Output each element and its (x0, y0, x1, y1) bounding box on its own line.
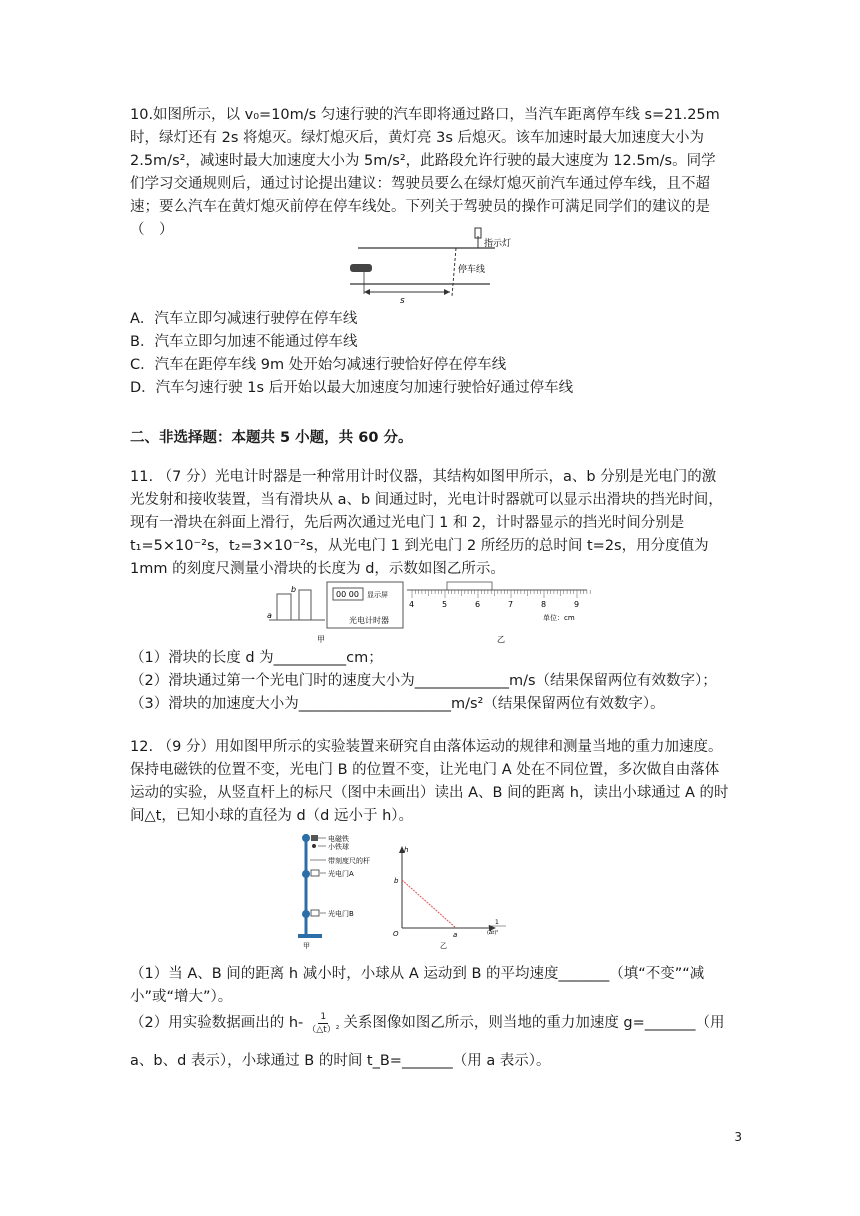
ruler-tick-label: 5 (442, 600, 448, 609)
x-axis-num: 1 (495, 919, 499, 926)
q12-sub2 (130, 1011, 730, 1036)
x-axis-den: (Δt)² (487, 930, 499, 936)
q12-figure (288, 828, 513, 950)
ball-label: 小铁球 (328, 843, 349, 851)
fig-jia-label: 甲 (303, 942, 310, 950)
section-heading: 二、非选择题：本题共 5 小题，共 60 分。 (130, 430, 413, 446)
q10-option-b: B．汽车立即匀加速不能通过停车线 (130, 334, 358, 350)
device-label: 光电计时器 (349, 616, 389, 625)
q10-option-a: A．汽车立即匀减速行驶停在停车线 (130, 311, 358, 327)
q10-stem: 10.如图所示，以 v₀=10m/s 匀速行驶的汽车即将通过路口，当汽车距离停车线 s=21.25m 时，绿灯还有 2s 将熄灭。绿灯熄灭后，黄灯亮 3s 后熄灭。该车加速时最大加速度大小为 2.5m/s²，减速时最大加速度大小为 5m/s²，此路段允许行驶的最大速度为 12.5m/s。同学们学习交通规则后，通过讨论提出建议：驾驶员要么在绿灯熄灭前汽车通过停车线，且不超速；要么汽车在黄灯熄灭前停在停车线处。下列关于驾驶员的操作可满足同学们的建议的是（ ） (130, 107, 720, 238)
q12-sub2-line2: a、b、d 表示），小球通过 B 的时间 t_B=_______（用 a 表示）。 (130, 1053, 551, 1069)
gate-b-label: 光电门B (328, 910, 354, 918)
fraction (307, 1011, 339, 1036)
fig-jia-label: 甲 (317, 635, 325, 644)
gate-a-label: 光电门A (328, 870, 354, 878)
q11-sub3: （3）滑块的加速度大小为_____________________m/s²（结果保留两位有效数字）。 (130, 696, 665, 712)
q11-sub1: （1）滑块的长度 d 为__________cm； (130, 650, 383, 666)
stopline-label: 停车线 (458, 265, 486, 275)
q12-stem: 12. （9 分）用如图甲所示的实验装置来研究自由落体运动的规律和测量当地的重力加速度。保持电磁铁的位置不变，光电门 B 的位置不变，让光电门 A 处在不同位置，多次做自由落体运动的实验，从竖直杆上的标尺（图中未画出）读出 A、B 间的距离 h，读出小球通过 A 的时间△t，已知小球的直径为 d（d 远小于 h）。 (130, 739, 729, 824)
fig-yi-label: 乙 (440, 942, 447, 950)
ruler-tick-label: 4 (409, 600, 415, 609)
ruler-tick-label: 7 (508, 600, 514, 609)
display-label: 显示屏 (367, 591, 388, 599)
h-line (402, 880, 456, 928)
car-icon (350, 264, 372, 272)
unit-label: 单位：cm (543, 614, 575, 622)
q11-figure (265, 578, 595, 646)
light-label: 指示灯 (484, 239, 512, 249)
b-label: b (291, 585, 297, 594)
h-axis-label: h (404, 846, 409, 854)
slider-block (447, 582, 492, 590)
a-intercept-label: a (453, 931, 458, 939)
q10-option-d: D．汽车匀速行驶 1s 后开始以最大加速度匀加速行驶恰好通过停车线 (130, 380, 574, 396)
ruler-tick-label: 9 (574, 600, 580, 609)
ruler-tick-label: 6 (475, 600, 481, 609)
iron-ball (312, 844, 316, 848)
fraction-numerator: 1 (320, 1012, 327, 1022)
origin-label: O (393, 930, 399, 938)
s-label: s (400, 296, 405, 306)
display-value: 00 00 (336, 590, 359, 599)
fraction-denominator: （△t）² (307, 1025, 340, 1035)
page-number: 3 (734, 1130, 742, 1144)
q11-stem: 11. （7 分）光电计时器是一种常用计时仪器，其结构如图甲所示，a、b 分别是光电门的激光发射和接收装置，当有滑块从 a、b 间通过时，光电计时器就可以显示出滑块的挡光时间，现有一滑块在斜面上滑行，先后两次通过光电门 1 和 2，计时器显示的挡光时间分别是 t₁=5×10⁻²s，t₂=3×10⁻²s，从光电门 1 到光电门 2 所经历的总时间 t=2s，用分度值为 1mm 的刻度尺测量小滑块的长度为 d，示数如图乙所示。 (130, 469, 723, 577)
electromagnet (311, 835, 318, 841)
a-label: a (267, 611, 272, 620)
ruler-tick-label: 8 (541, 600, 547, 609)
b-intercept-label: b (394, 877, 399, 885)
q12-sub1: （1）当 A、B 间的距离 h 减小时，小球从 A 运动到 B 的平均速度_______（填“不变”“减小”或“增大”）。 (130, 966, 705, 1005)
q12-sub2-pre: （2）用实验数据画出的 h- (130, 1015, 304, 1031)
rod-label: 带刻度尺的杆 (328, 857, 370, 865)
fig-yi-label: 乙 (497, 635, 505, 644)
q11-sub2: （2）滑块通过第一个光电门时的速度大小为_____________m/s（结果保留两位有效数字）； (130, 673, 717, 689)
magnet-label: 电磁铁 (328, 835, 349, 843)
stop-line (452, 248, 456, 296)
q10-option-c: C．汽车在距停车线 9m 处开始匀减速行驶恰好停在停车线 (130, 357, 507, 373)
q10-figure (340, 226, 530, 306)
q12-sub2-post: 关系图像如图乙所示，则当地的重力加速度 g=_______（用 (343, 1015, 725, 1031)
